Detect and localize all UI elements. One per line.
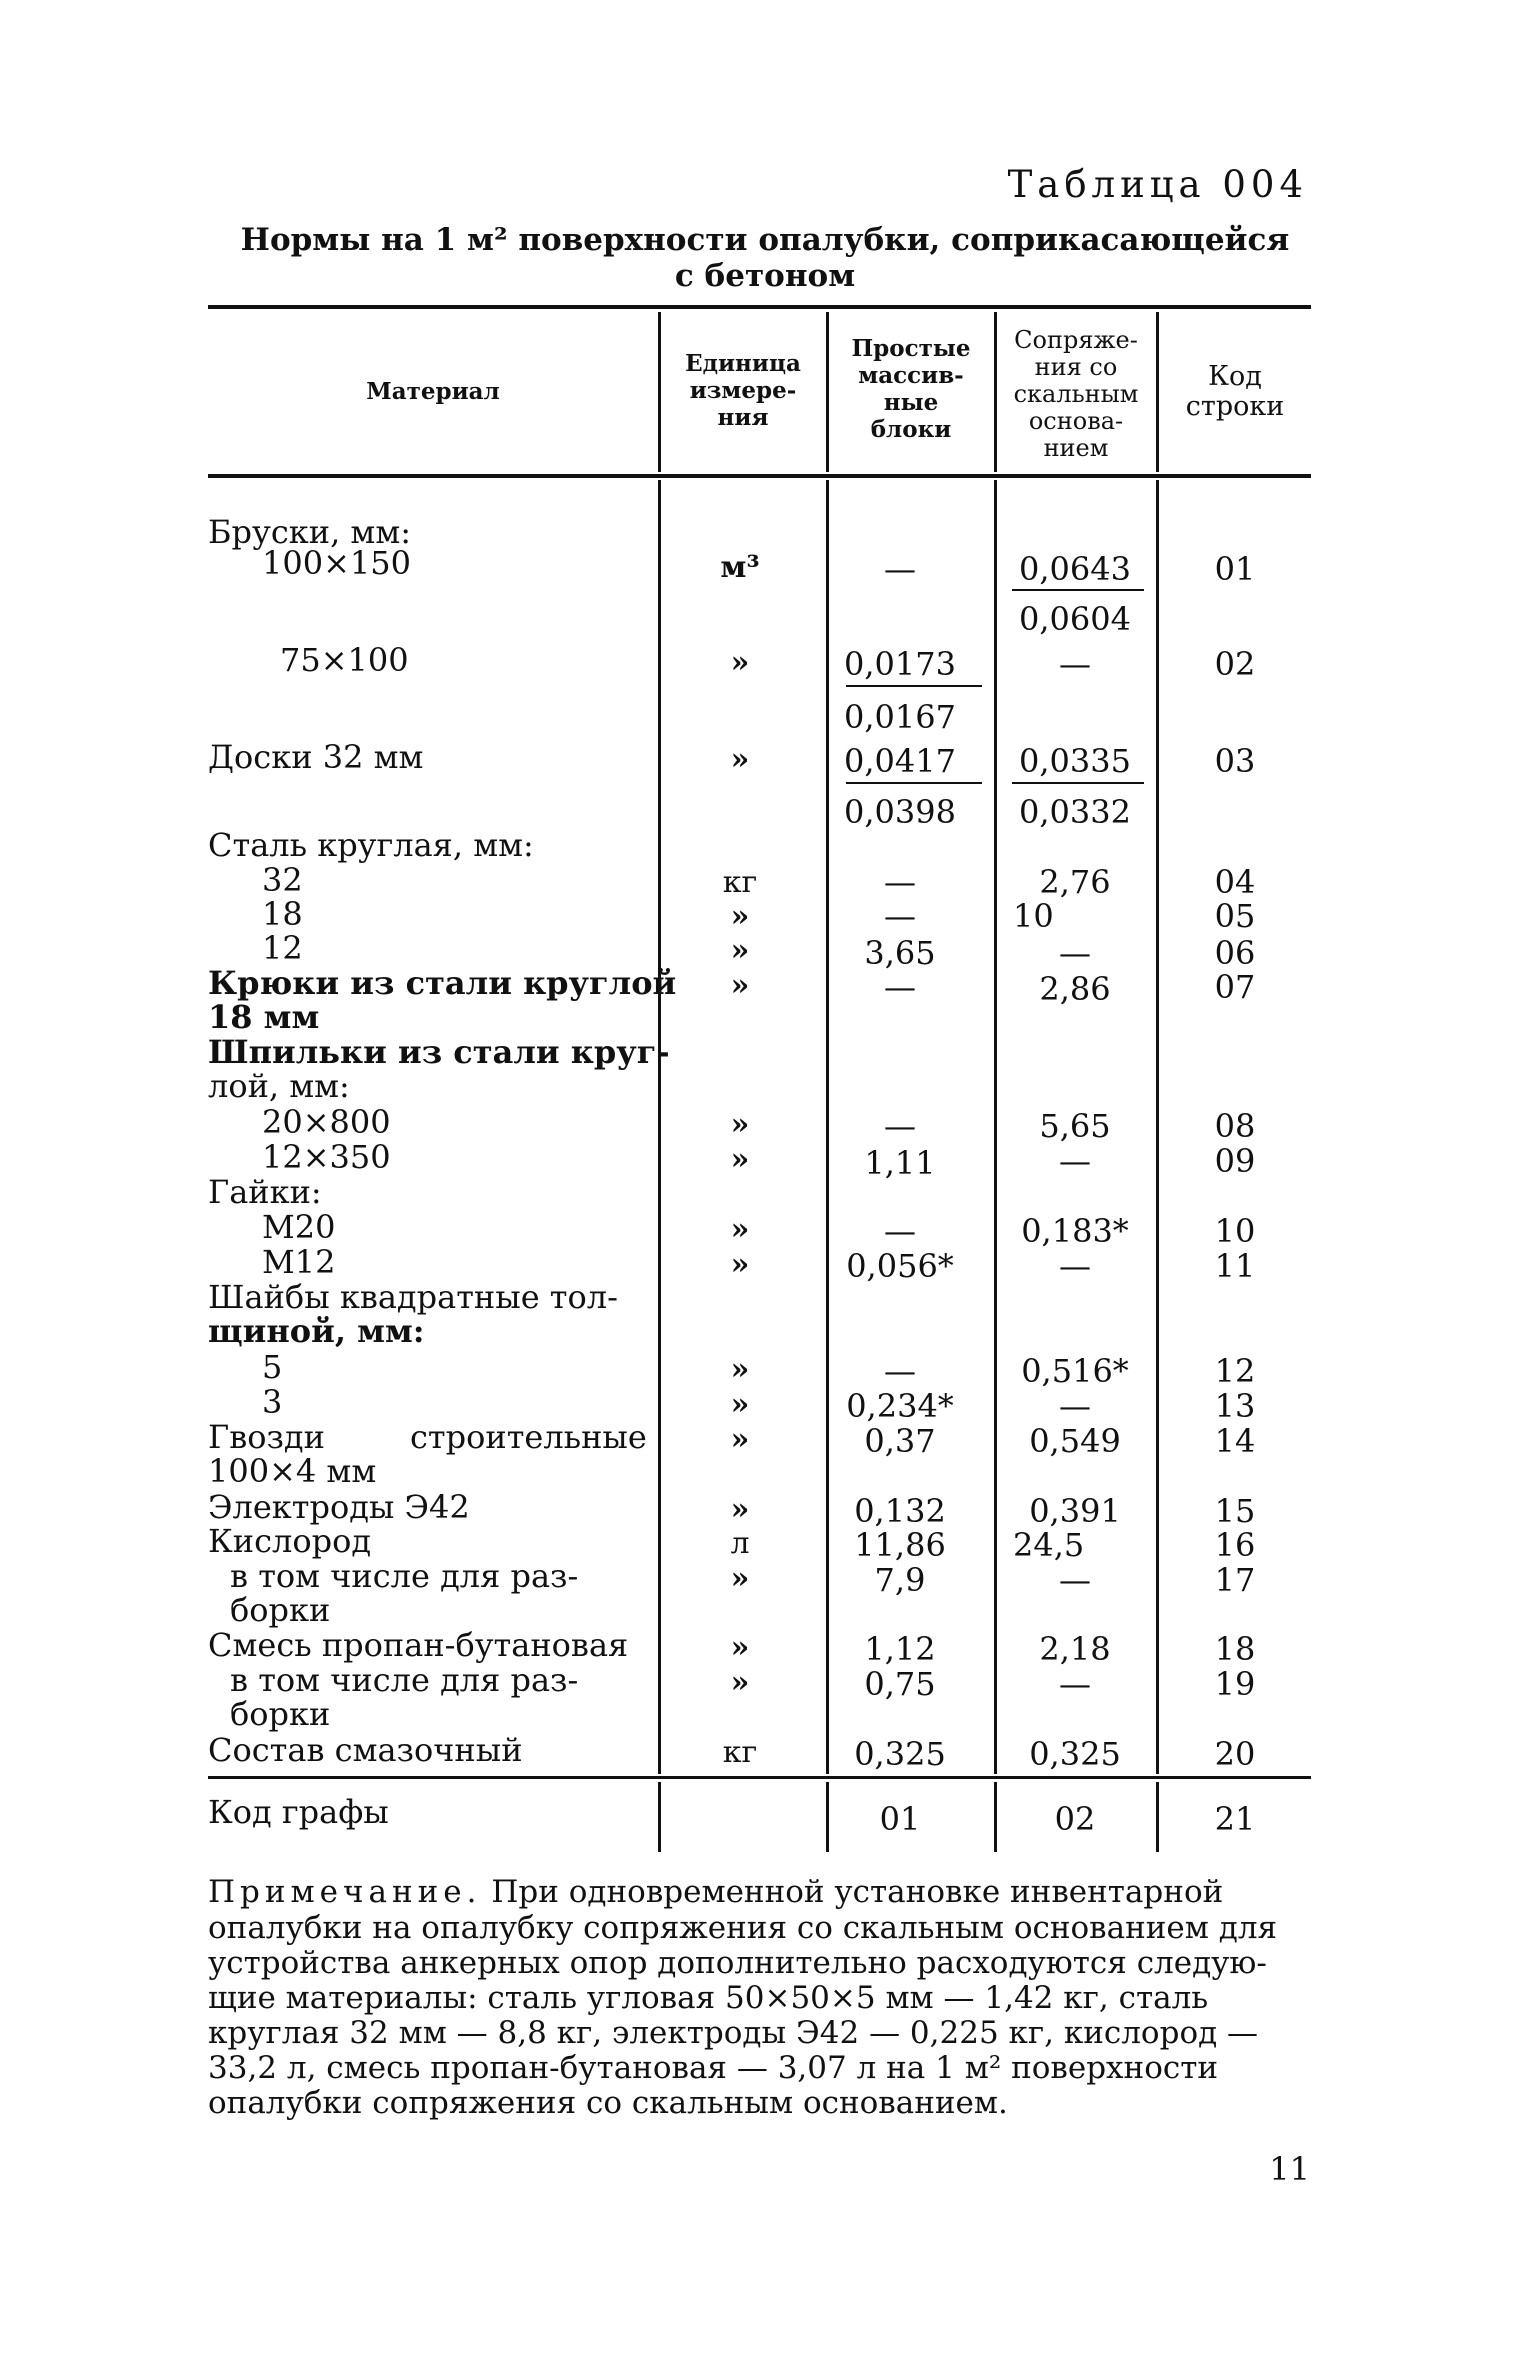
row-code: 08 — [1214, 1107, 1256, 1145]
material-label: в том числе для раз- — [230, 1661, 579, 1699]
row-code: 11 — [1214, 1247, 1256, 1285]
material-label: Гайки: — [208, 1173, 322, 1211]
material-label: 20×800 — [262, 1103, 391, 1141]
note-line: Примечание. При одновременной установке инвентарной — [208, 1874, 1224, 1910]
value-rock: 2,86 — [1039, 970, 1111, 1008]
unit-cell: » — [730, 1142, 750, 1177]
value-rock: — — [1059, 645, 1091, 683]
table-number: Таблица 004 — [1007, 163, 1308, 206]
table-top-rule — [208, 305, 1311, 309]
body-bottom-rule — [208, 1776, 1311, 1779]
row-code: 09 — [1214, 1142, 1256, 1180]
value-rock: — — [1059, 1665, 1091, 1703]
value-simple: 0,75 — [864, 1665, 936, 1703]
value-simple: — — [884, 897, 916, 935]
value-simple: — — [884, 1352, 916, 1390]
material-label: борки — [230, 1695, 331, 1733]
value-simple: 0,056* — [846, 1247, 954, 1285]
material-label: Шайбы квадратные тол- — [208, 1278, 618, 1316]
unit-cell: » — [730, 1630, 750, 1665]
material-label: борки — [230, 1591, 331, 1629]
header-material: Материал — [366, 378, 500, 405]
note-line: 33,2 л, смесь пропан-бутановая — 3,07 л на 1 м² поверхности — [208, 2050, 1219, 2086]
unit-cell: » — [730, 1212, 750, 1247]
row-code: 15 — [1214, 1492, 1256, 1530]
value-rock: — — [1059, 1247, 1091, 1285]
material-label: 18 мм — [208, 998, 320, 1036]
material-label: лой, мм: — [208, 1067, 350, 1105]
material-label: Гвозди — [208, 1418, 325, 1456]
unit-cell: кг — [722, 1735, 758, 1770]
value-simple: 1,12 — [864, 1630, 936, 1668]
footer-divider-2 — [826, 1782, 829, 1852]
column-code: 01 — [879, 1800, 921, 1838]
value-rock: 2,18 — [1039, 1630, 1111, 1668]
material-label: Электроды Э42 — [208, 1488, 470, 1526]
body-divider-3 — [994, 480, 997, 1774]
row-code: 04 — [1214, 863, 1256, 901]
value-rock: — — [1059, 934, 1091, 972]
value-simple: 0,234* — [846, 1387, 954, 1425]
value-rock: 5,65 — [1039, 1107, 1111, 1145]
body-divider-4 — [1156, 480, 1159, 1774]
unit-cell: » — [730, 1422, 750, 1457]
row-code: 13 — [1214, 1387, 1256, 1425]
value-rock: 0,516* — [1021, 1352, 1129, 1390]
material-label: строительные — [410, 1418, 647, 1456]
material-label: Состав смазочный — [208, 1731, 523, 1769]
value-rock: 0,391 — [1029, 1492, 1121, 1530]
header-simple-blocks: Простые массив- ные блоки — [851, 335, 971, 443]
row-code: 20 — [1214, 1735, 1256, 1773]
row-code: 16 — [1214, 1526, 1256, 1564]
row-code: 17 — [1214, 1561, 1256, 1599]
material-label: М20 — [262, 1208, 336, 1246]
unit-cell: » — [730, 899, 750, 934]
unit-cell: » — [730, 645, 750, 680]
value-simple: 0,325 — [854, 1735, 946, 1773]
value-simple: — — [884, 1107, 916, 1145]
fraction-line — [1012, 589, 1144, 591]
table-title-line1: Нормы на 1 м² поверхности опалубки, соприкасающейся — [240, 222, 1290, 258]
unit-cell: » — [730, 1561, 750, 1596]
note-line: опалубки на опалубку сопряжения со скальным основанием для — [208, 1910, 1278, 1946]
value-simple: 0,0167 — [844, 698, 956, 736]
header-divider-4 — [1156, 312, 1159, 472]
column-code-label: Код графы — [208, 1793, 389, 1831]
value-simple: 0,0398 — [844, 793, 956, 831]
value-rock: 0,0604 — [1019, 600, 1131, 638]
row-code: 05 — [1214, 897, 1256, 935]
value-rock: 0,325 — [1029, 1735, 1121, 1773]
fraction-line — [1012, 782, 1144, 784]
row-code: 12 — [1214, 1352, 1256, 1390]
material-label: 100×150 — [262, 544, 411, 582]
material-label: 12 — [262, 929, 303, 967]
note-line: опалубки сопряжения со скальным основанием. — [208, 2085, 1008, 2121]
value-simple: 0,0173 — [844, 645, 956, 683]
header-rock-base: Сопряже- ния со скальным основа- нием — [1013, 326, 1139, 462]
row-code: 10 — [1214, 1212, 1256, 1250]
footer-divider-1 — [658, 1782, 661, 1852]
value-rock: — — [1059, 1142, 1091, 1180]
row-code: 03 — [1214, 742, 1256, 780]
fraction-line — [846, 685, 982, 687]
row-code: 06 — [1214, 934, 1256, 972]
unit-cell: м³ — [720, 550, 760, 585]
value-rock: 0,0643 — [1019, 550, 1131, 588]
body-divider-1 — [658, 480, 661, 1774]
unit-cell: » — [730, 1107, 750, 1142]
value-simple: 0,37 — [864, 1422, 936, 1460]
value-simple: 1,11 — [864, 1144, 936, 1182]
fraction-line — [846, 782, 982, 784]
material-label: Шпильки из стали круг- — [208, 1033, 670, 1071]
material-label: Сталь круглая, мм: — [208, 826, 534, 864]
value-rock: 0,0335 — [1019, 742, 1131, 780]
body-divider-2 — [826, 480, 829, 1774]
material-label: 100×4 мм — [208, 1452, 377, 1490]
row-code: 01 — [1214, 550, 1256, 588]
table-title-line2: с бетоном — [674, 258, 856, 294]
unit-cell: кг — [722, 865, 758, 900]
value-rock: 0,183* — [1021, 1212, 1129, 1250]
value-rock: 10 — [1013, 897, 1054, 935]
value-simple: — — [884, 863, 916, 901]
unit-cell: » — [730, 1387, 750, 1422]
value-simple: 0,0417 — [844, 742, 956, 780]
unit-cell: » — [730, 742, 750, 777]
value-simple: — — [884, 550, 916, 588]
unit-cell: » — [730, 1247, 750, 1282]
material-label: 3 — [262, 1383, 283, 1421]
value-rock: — — [1059, 1561, 1091, 1599]
unit-cell: » — [730, 933, 750, 968]
material-label: М12 — [262, 1243, 336, 1281]
header-divider-3 — [994, 312, 997, 472]
unit-cell: л — [730, 1526, 750, 1561]
footer-divider-3 — [994, 1782, 997, 1852]
material-label: 12×350 — [262, 1138, 391, 1176]
material-label: Смесь пропан-бутановая — [208, 1626, 629, 1664]
column-code: 02 — [1054, 1800, 1096, 1838]
note-line: круглая 32 мм — 8,8 кг, электроды Э42 — 0,225 кг, кислород — — [208, 2015, 1259, 2051]
material-label: 5 — [262, 1348, 283, 1386]
header-divider-2 — [826, 312, 829, 472]
row-code: 19 — [1214, 1665, 1256, 1703]
value-rock: 2,76 — [1039, 863, 1111, 901]
material-label: Кислород — [208, 1522, 372, 1560]
material-label: Бруски, мм: — [208, 513, 411, 551]
material-label: в том числе для раз- — [230, 1557, 579, 1595]
value-simple: 0,132 — [854, 1492, 946, 1530]
material-label: Доски 32 мм — [208, 738, 424, 776]
unit-cell: » — [730, 1352, 750, 1387]
material-label: 75×100 — [280, 641, 409, 679]
note-lead: Примечание. — [208, 1874, 482, 1910]
row-code: 14 — [1214, 1422, 1256, 1460]
row-code: 18 — [1214, 1630, 1256, 1668]
header-row-code: Код строки — [1185, 361, 1285, 422]
unit-cell: » — [730, 1665, 750, 1700]
material-label: Крюки из стали круглой — [208, 964, 677, 1002]
value-simple: 3,65 — [864, 934, 936, 972]
row-code: 07 — [1214, 968, 1256, 1006]
value-rock: 0,0332 — [1019, 793, 1131, 831]
header-divider-1 — [658, 312, 661, 472]
value-rock: 0,549 — [1029, 1422, 1121, 1460]
value-simple: 7,9 — [874, 1561, 926, 1599]
page-number: 11 — [1269, 2150, 1310, 2188]
value-rock: 24,5 — [1013, 1526, 1085, 1564]
value-simple: 11,86 — [854, 1526, 946, 1564]
header-bottom-rule — [208, 474, 1311, 478]
note-line: устройства анкерных опор дополнительно расходуются следую- — [208, 1945, 1267, 1981]
column-code: 21 — [1214, 1800, 1256, 1838]
value-rock: — — [1059, 1387, 1091, 1425]
unit-cell: » — [730, 968, 750, 1003]
value-simple: — — [884, 968, 916, 1006]
value-simple: — — [884, 1212, 916, 1250]
material-label: 18 — [262, 895, 303, 933]
footer-divider-4 — [1156, 1782, 1159, 1852]
material-label: 32 — [262, 861, 303, 899]
note-line: щие материалы: сталь угловая 50×50×5 мм — 1,42 кг, сталь — [208, 1980, 1209, 2016]
unit-cell: » — [730, 1492, 750, 1527]
header-unit: Единица измере- ния — [685, 350, 801, 431]
material-label: щиной, мм: — [208, 1312, 425, 1350]
row-code: 02 — [1214, 645, 1256, 683]
